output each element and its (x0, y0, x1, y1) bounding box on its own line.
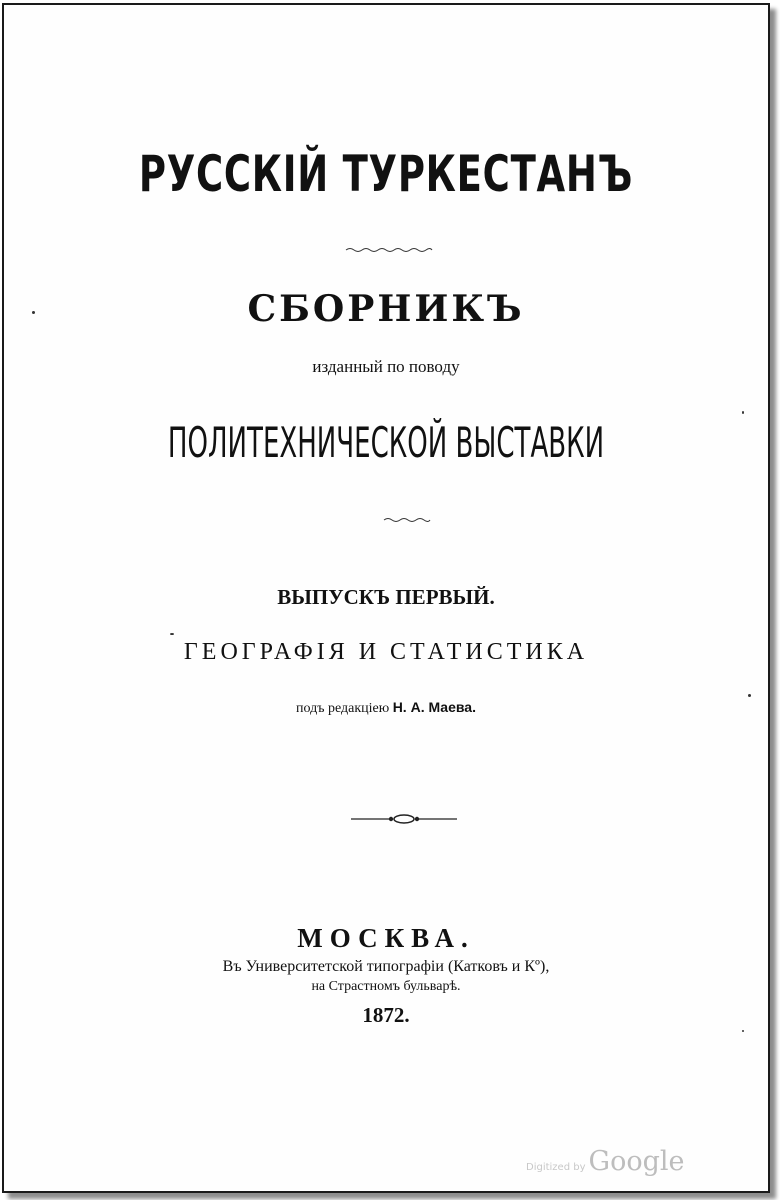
decorative-rule-middle (382, 515, 432, 525)
printer-line: Въ Университетской типографіи (Катковъ и Кº), (222, 958, 550, 975)
publication-year: 1872. (362, 1003, 410, 1027)
published-for-text: изданный по поводу (312, 357, 460, 376)
ornament-divider (349, 811, 459, 827)
exhibition-heading: ПОЛИТЕХНИЧЕСКОЙ ВЫСТАВКИ (167, 418, 605, 467)
print-speck (32, 311, 35, 314)
book-title: РУССКІЙ ТУРКЕСТАНЪ (138, 145, 634, 203)
editor-prefix: подъ редакціею (296, 701, 390, 716)
subject-heading: ГЕОГРАФІЯ И СТАТИСТИКА (183, 639, 589, 665)
editor-line (4, 699, 768, 717)
address-line: на Страстномъ бульварѣ. (311, 979, 461, 994)
collection-heading: СБОРНИКЪ (247, 288, 525, 330)
print-speck (748, 694, 751, 697)
google-logo: Google (588, 1146, 685, 1177)
title-page (2, 3, 770, 1193)
print-speck (170, 633, 174, 635)
print-speck (742, 411, 744, 414)
google-digitized-watermark (526, 1146, 684, 1177)
editor-name: Н. А. Маева. (392, 699, 476, 715)
print-speck (742, 1030, 744, 1032)
digitized-by-label: Digitized by (526, 1162, 586, 1173)
decorative-rule-top (344, 245, 434, 255)
issue-number: ВЫПУСКЪ ПЕРВЫЙ. (277, 585, 495, 609)
city-heading: МОСКВА. (297, 923, 475, 953)
